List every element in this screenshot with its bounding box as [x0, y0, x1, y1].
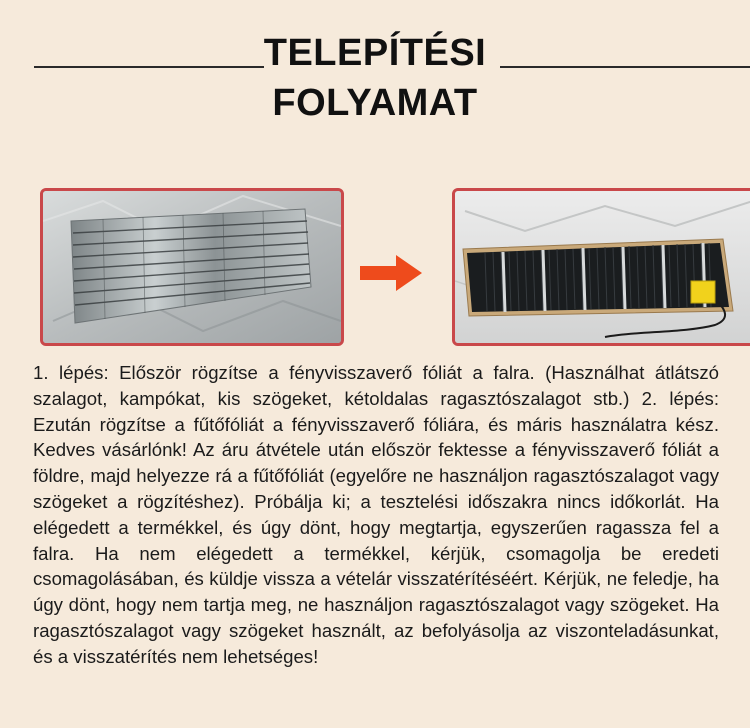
heating-film-illustration — [455, 191, 750, 343]
title-block — [0, 0, 750, 140]
page-title-line-1: TELEPÍTÉSI — [263, 32, 487, 74]
heating-film-photo — [452, 188, 750, 346]
page-title-line-2: FOLYAMAT — [272, 82, 478, 124]
reflective-foil-illustration — [43, 191, 341, 343]
installation-instructions: 1. lépés: Először rögzítse a fényvisszaverő fóliát a falra. (Használhat átlátszó szalagot, kampókat, kis szögeket, kétoldalas ragasztószalagot stb.) 2. lépés: Ezután rögzítse a fűtőfóliát a fényvisszaverő fóliára, és máris használatra kész. Kedves vásárlónk! Az áru átvétele után először fektesse a fényvisszaverő fóliát a földre, majd helyezze rá a fűtőfóliát (egyelőre ne használjon ragasztószalagot vagy szögeket a rögzítéshez). Próbálja ki; a tesztelési időszakra nincs időkorlát. Ha elégedett a termékkel, és úgy dönt, hogy megtartja, egyszerűen ragassza fel a falra. Ha nem elégedett a termékkel, kérjük, csomagolja be eredeti csomagolásában, és küldje vissza a vételár visszatérítéséért. Kérjük, ne feledje, ha úgy dönt, hogy nem tartja meg, ne használjon ragasztószalagot vagy szögeket. Ha ragasztószalagot vagy szögeket használt, az befolyásolja az viszonteladásunkat, és a visszatérítés nem lehetséges! — [33, 362, 719, 667]
arrow-right-icon — [360, 255, 422, 291]
reflective-foil-photo — [40, 188, 344, 346]
